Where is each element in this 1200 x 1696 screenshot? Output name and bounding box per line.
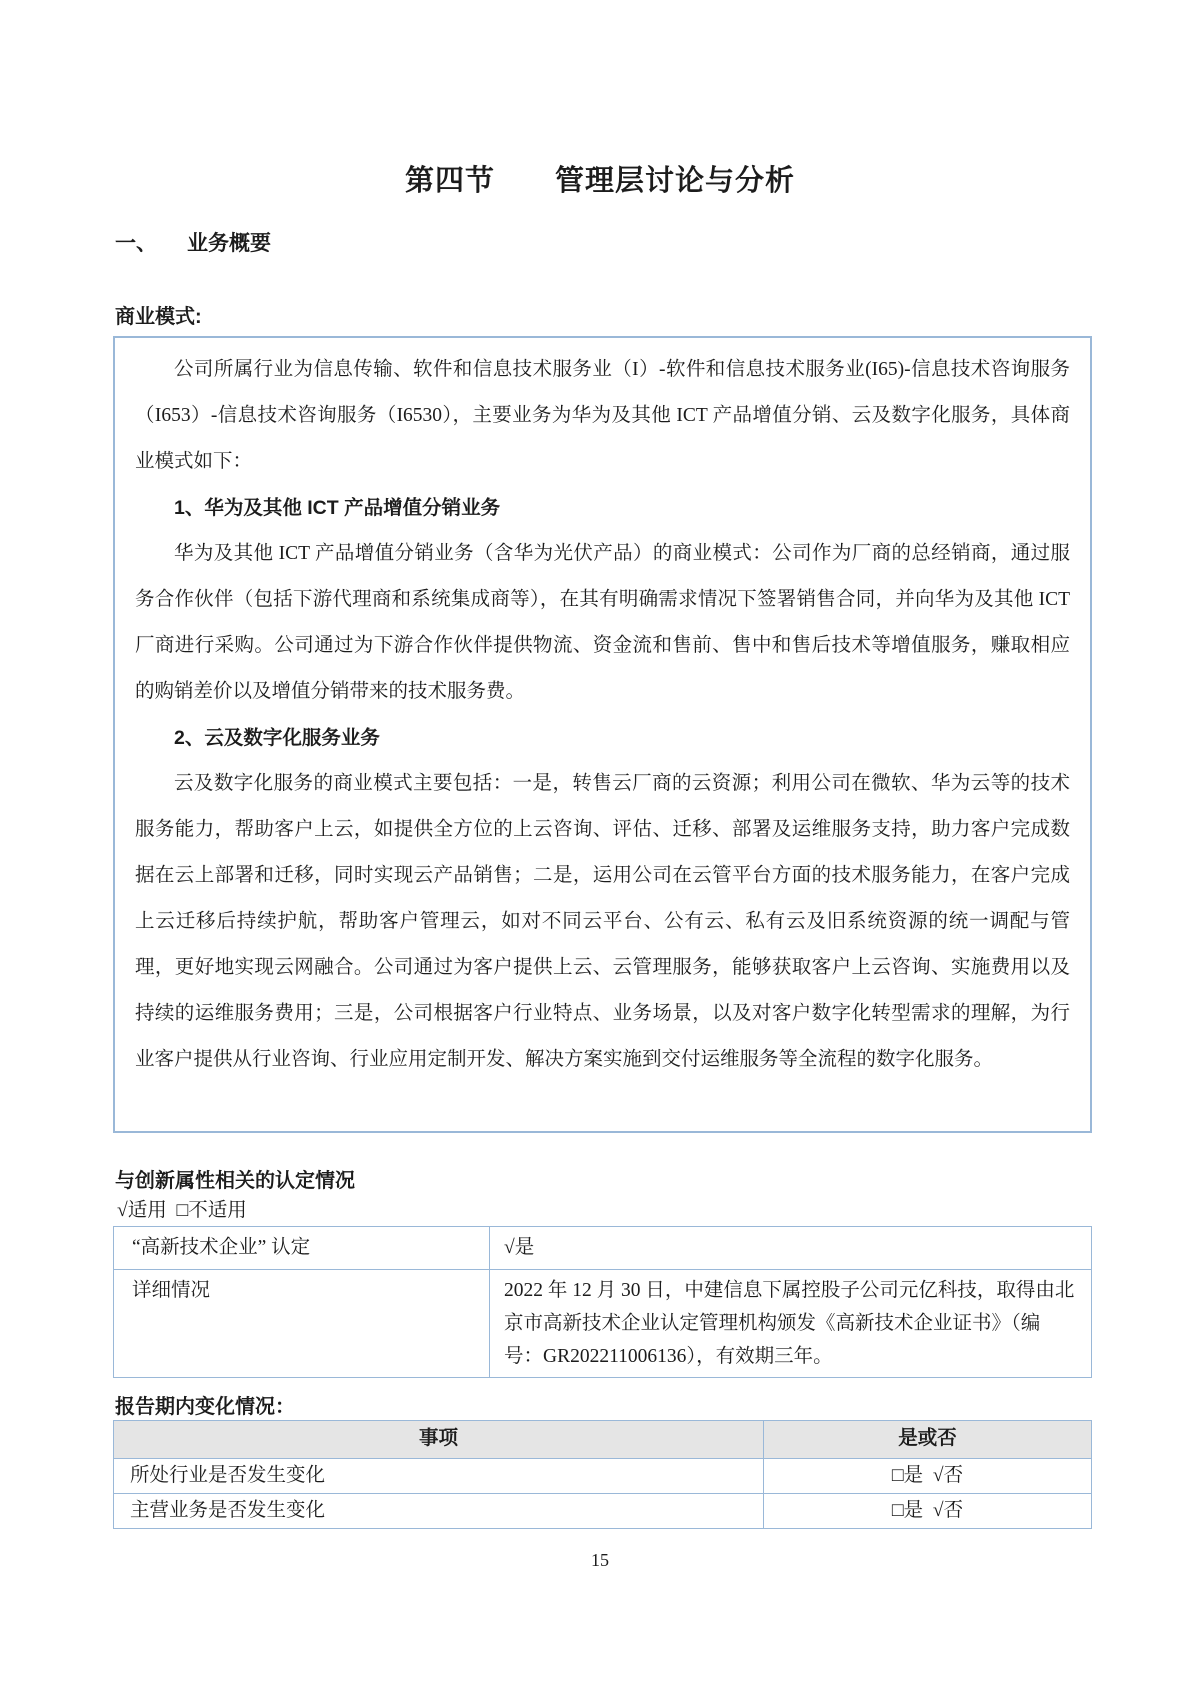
change-item-industry: 所处行业是否发生变化 xyxy=(114,1459,764,1494)
change-item-main-business: 主营业务是否发生变化 xyxy=(114,1494,764,1529)
change-answer-main-business: □是 √否 xyxy=(764,1494,1092,1529)
cert-value-cell: √是 xyxy=(490,1227,1092,1270)
innovation-heading: 与创新属性相关的认定情况 xyxy=(115,1170,355,1192)
business-model-label: 商业模式: xyxy=(115,306,202,328)
subheading-cloud-services: 2、云及数字化服务业务 xyxy=(174,727,380,749)
page-number: 15 xyxy=(591,1550,609,1570)
cert-label-cell: “高新技术企业” 认定 xyxy=(114,1227,490,1270)
innovation-table xyxy=(113,1226,1092,1378)
detail-label-cell: 详细情况 xyxy=(114,1270,490,1378)
header-item: 事项 xyxy=(114,1421,764,1459)
table-header-row xyxy=(114,1421,1092,1459)
changes-table xyxy=(113,1420,1092,1529)
section-number: 一、 xyxy=(115,232,157,255)
table-row xyxy=(114,1494,1092,1529)
detail-value-cell: 2022 年 12 月 30 日，中建信息下属控股子公司元亿科技，取得由北京市高新技术企业认定管理机构颁发《高新技术企业证书》（编号：GR202211006136），有效期三年。 xyxy=(490,1270,1092,1378)
section-title: 业务概要 xyxy=(187,232,271,255)
innovation-applicability: √适用 □不适用 xyxy=(117,1200,247,1221)
paragraph-industry-classification: 公司所属行业为信息传输、软件和信息技术服务业（I）-软件和信息技术服务业(I65)-信息技术咨询服务（I653）-信息技术咨询服务（I6530），主要业务为华为及其他 ICT 产品增值分销、云及数字化服务，具体商业模式如下： xyxy=(135,359,1070,472)
changes-heading: 报告期内变化情况： xyxy=(115,1396,295,1418)
section-heading xyxy=(115,227,271,257)
page-title: 第四节 管理层讨论与分析 xyxy=(404,165,795,197)
table-row xyxy=(114,1227,1092,1270)
paragraph-ict-distribution: 华为及其他 ICT 产品增值分销业务（含华为光伏产品）的商业模式：公司作为厂商的总经销商，通过服务合作伙伴（包括下游代理商和系统集成商等），在其有明确需求情况下签署销售合同，并向华为及其他 ICT 厂商进行采购。公司通过为下游合作伙伴提供物流、资金流和售前、售中和售后技术等增值服务，赚取相应的购销差价以及增值分销带来的技术服务费。 xyxy=(135,543,1070,702)
paragraph-cloud-services: 云及数字化服务的商业模式主要包括：一是，转售云厂商的云资源；利用公司在微软、华为云等的技术服务能力，帮助客户上云，如提供全方位的上云咨询、评估、迁移、部署及运维服务支持，助力客户完成数据在云上部署和迁移，同时实现云产品销售；二是，运用公司在云管平台方面的技术服务能力，在客户完成上云迁移后持续护航，帮助客户管理云，如对不同云平台、公有云、私有云及旧系统资源的统一调配与管理，更好地实现云网融合。公司通过为客户提供上云、云管理服务，能够获取客户上云咨询、实施费用以及持续的运维服务费用；三是，公司根据客户行业特点、业务场景，以及对客户数字化转型需求的理解，为行业客户提供从行业咨询、行业应用定制开发、解决方案实施到交付运维服务等全流程的数字化服务。 xyxy=(135,773,1070,1070)
subheading-ict-distribution: 1、华为及其他 ICT 产品增值分销业务 xyxy=(174,497,501,519)
header-yes-no: 是或否 xyxy=(764,1421,1092,1459)
table-row xyxy=(114,1459,1092,1494)
change-answer-industry: □是 √否 xyxy=(764,1459,1092,1494)
table-row xyxy=(114,1270,1092,1378)
business-model-box xyxy=(113,336,1092,1133)
